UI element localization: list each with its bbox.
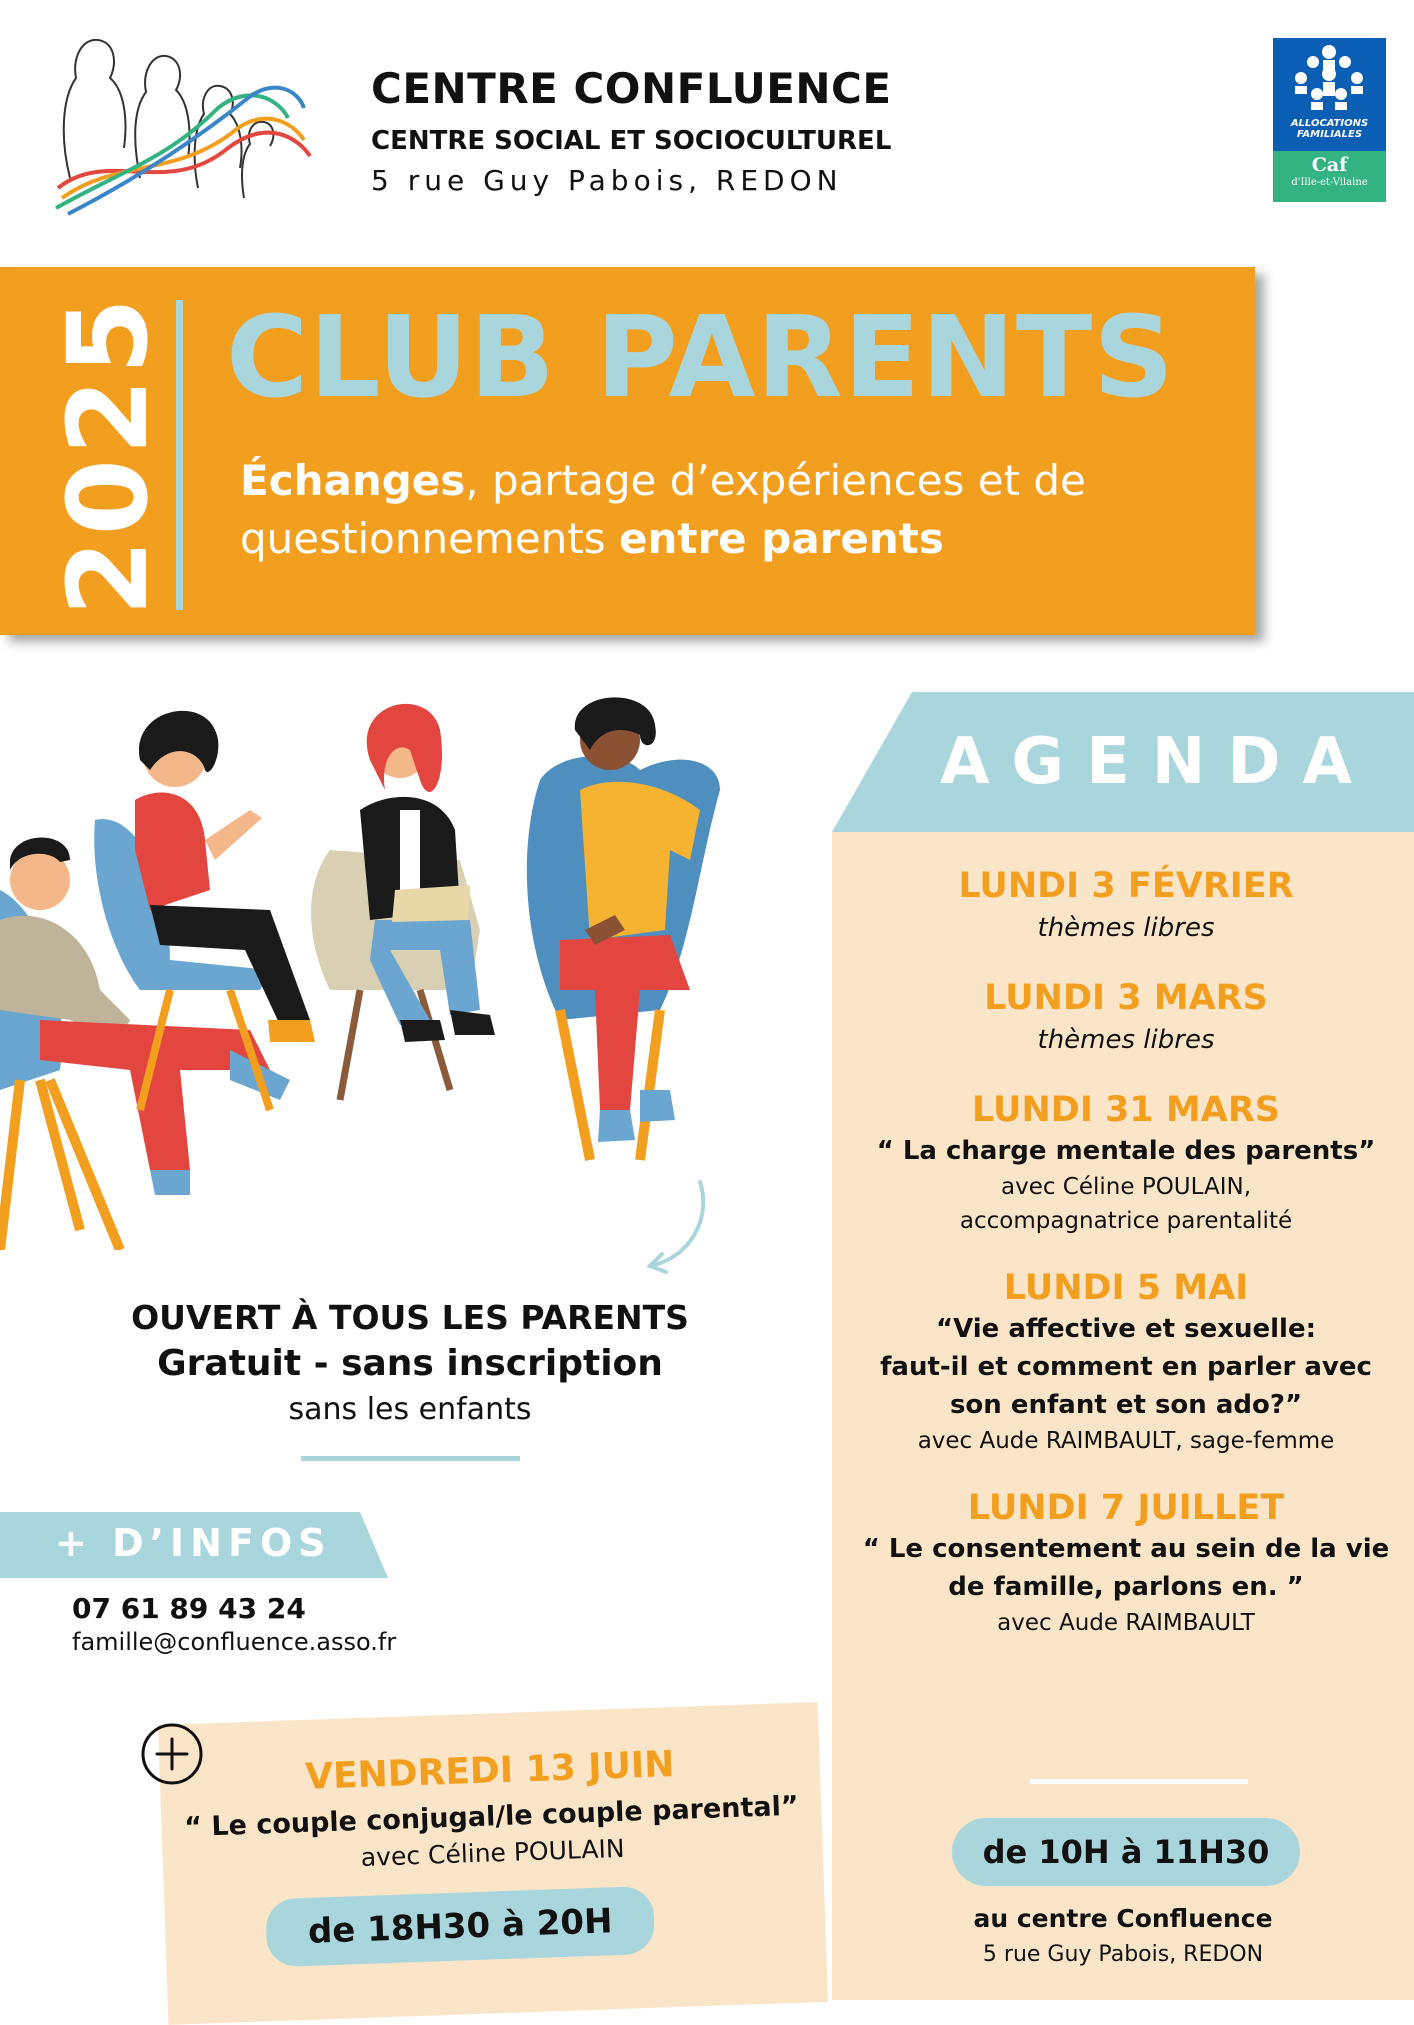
agenda-item-date: LUNDI 7 JUILLET <box>967 1488 1285 1528</box>
centre-confluence-logo <box>48 28 348 218</box>
caf-name: Caf <box>1311 154 1348 176</box>
agenda-item <box>840 1088 1412 1238</box>
contact-email[interactable]: famille@confluence.asso.fr <box>72 1628 397 1656</box>
person-woman-left <box>135 711 315 1042</box>
agenda-item <box>840 864 1412 948</box>
agenda-title: AGENDA <box>940 725 1374 799</box>
banner-tagline <box>240 452 1086 568</box>
caf-family-icon <box>1273 38 1386 118</box>
banner-divider <box>176 300 183 610</box>
divider <box>301 1456 520 1461</box>
free-no-registration-text: Gratuit - sans inscription <box>157 1343 663 1384</box>
agenda-item-topic: son enfant et son ado?” <box>949 1390 1303 1420</box>
agenda-item-speaker: avec Aude RAIMBAULT <box>997 1610 1255 1636</box>
plus-circle-icon <box>139 1721 205 1787</box>
tagline-bold-2: entre parents <box>618 514 944 563</box>
agenda-item-topic: de famille, parlons en. ” <box>948 1572 1304 1602</box>
agenda-item-topic: “ La charge mentale des parents” <box>876 1136 1376 1166</box>
agenda-item-date: LUNDI 5 MAI <box>1003 1268 1249 1308</box>
agenda-time: de 10H à 11H30 <box>952 1818 1300 1886</box>
bonus-event-speaker: avec Céline POULAIN <box>360 1833 625 1872</box>
banner-year: 2025 <box>44 293 172 617</box>
agenda-item-topic: “Vie affective et sexuelle: <box>936 1314 1316 1344</box>
agenda-item-date: LUNDI 31 MARS <box>972 1090 1280 1130</box>
agenda-divider <box>1030 1779 1248 1784</box>
agenda-venue: au centre Confluence <box>973 1904 1273 1933</box>
banner-title: CLUB PARENTS <box>226 293 1175 423</box>
caf-line2: FAMILIALES <box>1296 129 1363 140</box>
tagline-line-1 <box>240 452 1086 510</box>
person-woman-center <box>360 704 495 1042</box>
caf-line1: ALLOCATIONS <box>1290 118 1369 129</box>
agenda-item <box>840 976 1412 1060</box>
open-to-all-text: OUVERT À TOUS LES PARENTS <box>131 1298 689 1337</box>
tagline-line-2 <box>240 510 1086 568</box>
agenda-item <box>840 1266 1412 1458</box>
caf-dept: d'Ille-et-Vilaine <box>1291 177 1368 188</box>
no-children-text: sans les enfants <box>288 1392 532 1427</box>
more-info-label: + D’INFOS <box>55 1521 332 1565</box>
agenda-venue-address: 5 rue Guy Pabois, REDON <box>982 1942 1264 1967</box>
bonus-event-time: de 18H30 à 20H <box>265 1886 656 1968</box>
curved-arrow-icon <box>640 1178 720 1278</box>
bonus-event-topic: “ Le couple conjugal/le couple parental” <box>183 1790 800 1844</box>
agenda-item-speaker: avec Céline POULAIN, <box>1000 1174 1252 1200</box>
caf-logo-bottom <box>1273 151 1386 202</box>
parents-group-illustration <box>0 690 780 1250</box>
agenda-item-topic: “ Le consentement au sein de la vie <box>862 1534 1390 1564</box>
agenda-item <box>840 1486 1412 1640</box>
agenda-item-date: LUNDI 3 MARS <box>984 978 1268 1018</box>
tagline-rest-1: , partage d’expériences et de <box>465 456 1086 505</box>
agenda-item-topic: faut-il et comment en parler avec <box>880 1352 1372 1382</box>
org-name: CENTRE CONFLUENCE <box>371 64 892 113</box>
bonus-event-date: VENDREDI 13 JUIN <box>304 1744 676 1798</box>
contact-phone[interactable]: 07 61 89 43 24 <box>72 1592 306 1625</box>
agenda-item-note: thèmes libres <box>1037 913 1215 943</box>
agenda-item-speaker: avec Aude RAIMBAULT, sage-femme <box>917 1428 1335 1454</box>
bonus-event-content <box>158 1702 826 1971</box>
agenda-item-speaker-role: accompagnatrice parentalité <box>959 1208 1293 1234</box>
bonus-event-card <box>158 1702 828 2025</box>
caf-logo-label <box>1273 118 1386 140</box>
org-address: 5 rue Guy Pabois, REDON <box>371 164 843 197</box>
caf-logo <box>1273 38 1386 202</box>
tagline-bold-1: Échanges <box>240 456 466 505</box>
tagline-rest-2: questionnements <box>240 514 619 563</box>
org-subtitle: CENTRE SOCIAL ET SOCIOCULTUREL <box>371 126 892 156</box>
agenda-list <box>840 864 1412 1668</box>
agenda-item-date: LUNDI 3 FÉVRIER <box>958 866 1294 906</box>
agenda-item-note: thèmes libres <box>1037 1025 1215 1055</box>
caf-logo-top <box>1273 38 1386 151</box>
